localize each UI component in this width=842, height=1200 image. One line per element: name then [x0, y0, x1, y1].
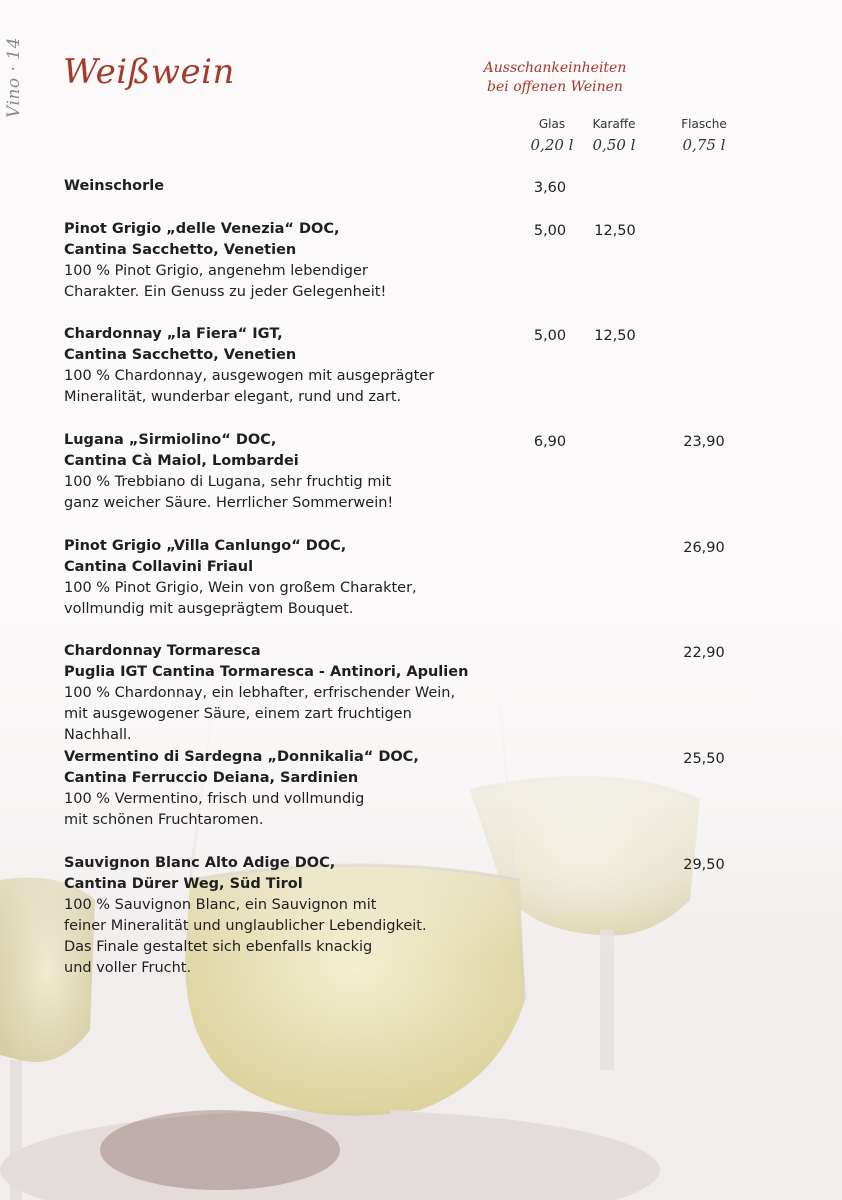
wine-description: vollmundig mit ausgeprägtem Bouquet.: [64, 601, 354, 617]
wine-item: [64, 641, 484, 746]
wine-description: und voller Frucht.: [64, 960, 192, 976]
column-header-karaffe: Karaffe: [592, 117, 636, 131]
serving-units-line-1: Ausschankeinheiten: [483, 60, 627, 76]
wine-name: Lugana „Sirmiolino“ DOC,: [64, 432, 277, 448]
price-glas: 5,00: [533, 328, 567, 344]
wine-name: Sauvignon Blanc Alto Adige DOC,: [64, 855, 336, 871]
price-flasche: 23,90: [683, 434, 725, 450]
wine-item: [64, 747, 484, 831]
column-header-glas: Glas: [538, 117, 566, 131]
wine-description: 100 % Pinot Grigio, Wein von großem Charakter,: [64, 580, 417, 596]
wine-description: mit schönen Fruchtaromen.: [64, 812, 264, 828]
page-section-label: Vino · 14: [4, 37, 24, 118]
price-glas: 3,60: [533, 180, 567, 196]
column-volume-flasche: 0,75 l: [682, 136, 726, 154]
page-title: Weißwein: [63, 52, 235, 92]
price-glas: 6,90: [533, 434, 567, 450]
wine-description: mit ausgewogener Säure, einem zart fruchtigen Nachhall.: [64, 706, 412, 743]
wine-name: Chardonnay „la Fiera“ IGT,: [64, 326, 283, 342]
wine-name: Chardonnay Tormaresca: [64, 643, 261, 659]
wine-description: 100 % Pinot Grigio, angenehm lebendiger: [64, 263, 368, 279]
wine-producer: Cantina Sacchetto, Venetien: [64, 242, 297, 258]
wine-item: [64, 176, 484, 197]
wine-name: Pinot Grigio „Villa Canlungo“ DOC,: [64, 538, 347, 554]
serving-units-line-2: bei offenen Weinen: [487, 79, 623, 95]
wine-description: 100 % Vermentino, frisch und vollmundig: [64, 791, 365, 807]
wine-name: Vermentino di Sardegna „Donnikalia“ DOC,: [64, 749, 419, 765]
column-volume-karaffe: 0,50 l: [592, 136, 636, 154]
price-glas: 5,00: [533, 223, 567, 239]
wine-item: [64, 324, 484, 408]
wine-producer: Cantina Cà Maiol, Lombardei: [64, 453, 299, 469]
price-flasche: 29,50: [683, 857, 725, 873]
price-flasche: 25,50: [683, 751, 725, 767]
serving-units-note: [466, 59, 644, 97]
wine-producer: Cantina Ferruccio Deiana, Sardinien: [64, 770, 359, 786]
price-flasche: 26,90: [683, 540, 725, 556]
wine-item: [64, 430, 484, 514]
wine-item: [64, 853, 484, 979]
wine-description: 100 % Chardonnay, ausgewogen mit ausgeprägter: [64, 368, 435, 384]
column-header-flasche: Flasche: [681, 117, 727, 131]
wine-name: Weinschorle: [64, 178, 165, 194]
price-karaffe: 12,50: [594, 223, 636, 239]
wine-description: Charakter. Ein Genuss zu jeder Gelegenheit!: [64, 284, 387, 300]
wine-description: feiner Mineralität und unglaublicher Lebendigkeit.: [64, 918, 427, 934]
wine-producer: Cantina Collavini Friaul: [64, 559, 254, 575]
wine-description: 100 % Sauvignon Blanc, ein Sauvignon mit: [64, 897, 377, 913]
price-karaffe: 12,50: [594, 328, 636, 344]
price-flasche: 22,90: [683, 645, 725, 661]
wine-item: [64, 536, 484, 620]
wine-producer: Puglia IGT Cantina Tormaresca - Antinori, Apulien: [64, 664, 469, 680]
column-volume-glas: 0,20 l: [530, 136, 574, 154]
wine-description: Das Finale gestaltet sich ebenfalls knackig: [64, 939, 373, 955]
wine-producer: Cantina Dürer Weg, Süd Tirol: [64, 876, 303, 892]
wine-name: Pinot Grigio „delle Venezia“ DOC,: [64, 221, 340, 237]
wine-producer: Cantina Sacchetto, Venetien: [64, 347, 297, 363]
wine-description: 100 % Trebbiano di Lugana, sehr fruchtig mit: [64, 474, 392, 490]
wine-description: Mineralität, wunderbar elegant, rund und zart.: [64, 389, 402, 405]
wine-item: [64, 219, 484, 303]
wine-description: 100 % Chardonnay, ein lebhafter, erfrischender Wein,: [64, 685, 456, 701]
wine-description: ganz weicher Säure. Herrlicher Sommerwein!: [64, 495, 394, 511]
